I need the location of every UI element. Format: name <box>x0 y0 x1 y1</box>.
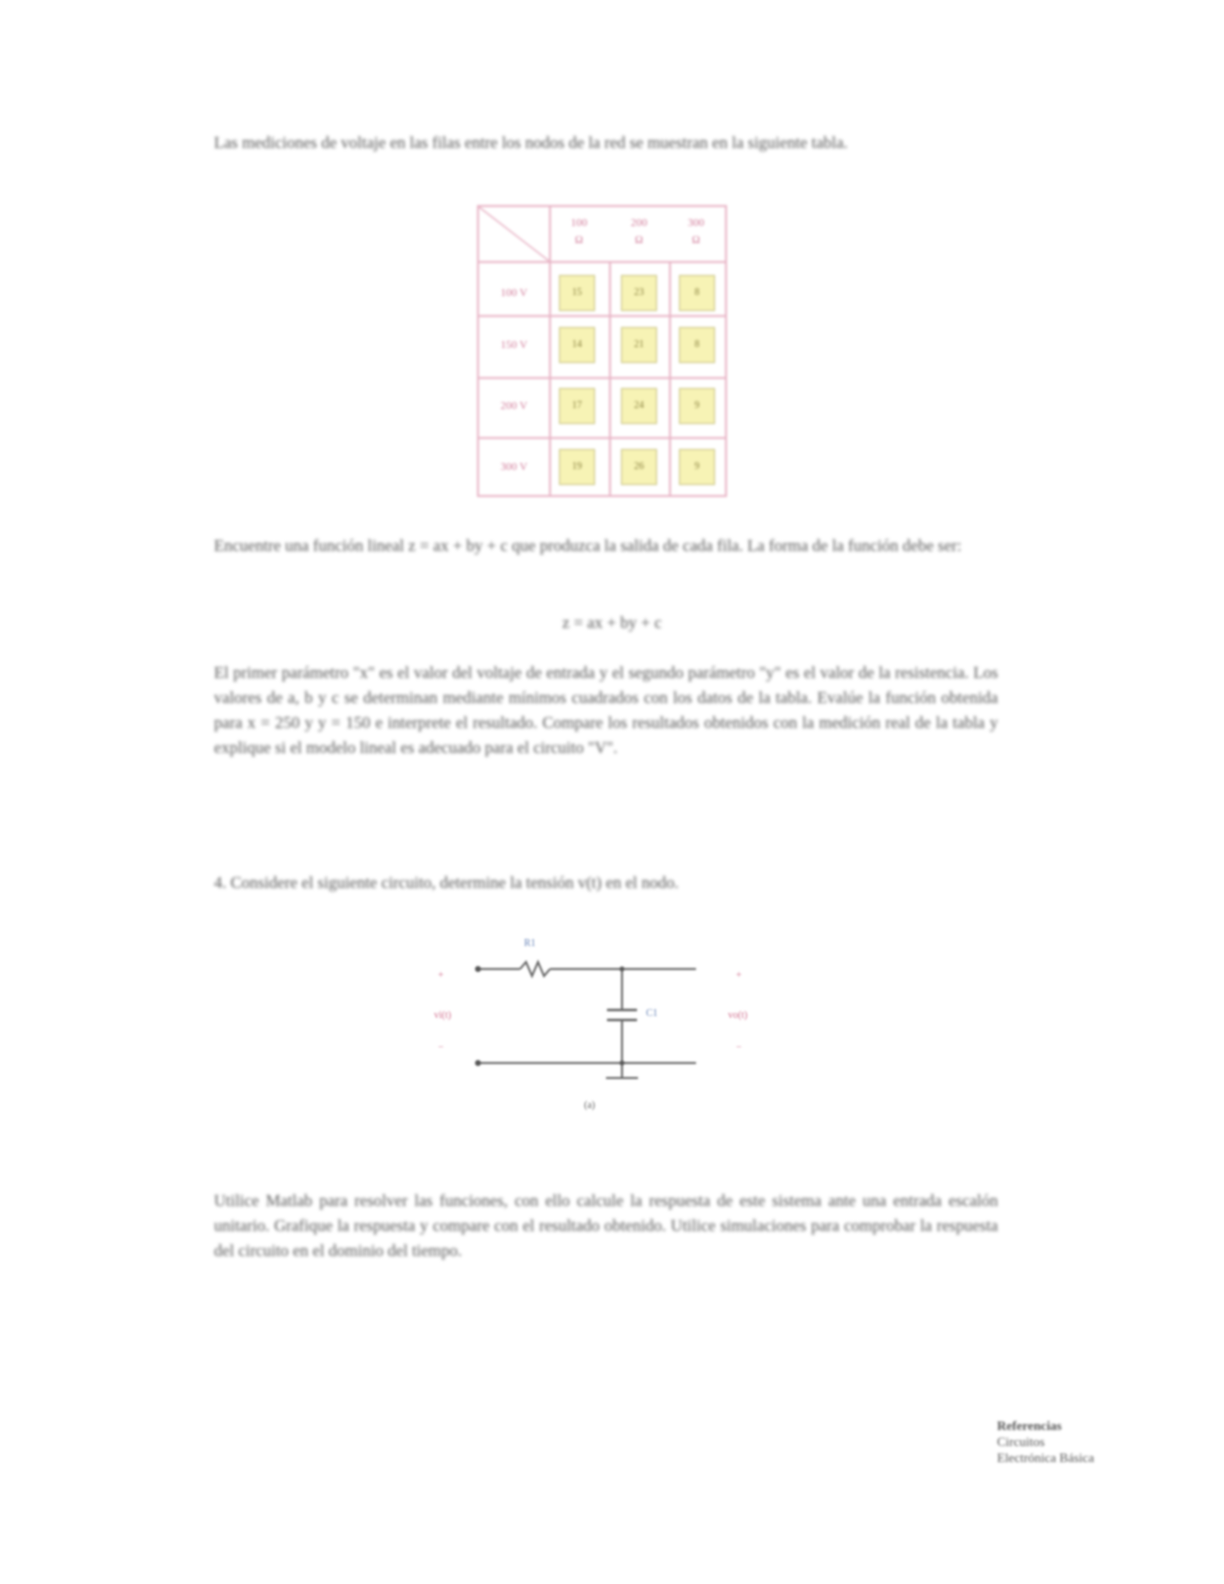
table-cell: 19 <box>559 449 595 485</box>
figure-label: (a) <box>584 1100 596 1111</box>
row-header: 100 V <box>500 287 528 299</box>
resistor-label: R1 <box>524 938 536 949</box>
row-header: 200 V <box>500 400 528 412</box>
table-cell: 14 <box>559 327 595 363</box>
input-voltage-label: vi(t) <box>434 1010 452 1021</box>
table-cell: 8 <box>679 327 715 363</box>
node <box>620 967 625 972</box>
table-cell: 23 <box>621 275 657 311</box>
table-cell: 15 <box>559 275 595 311</box>
table-cell: 9 <box>679 449 715 485</box>
row-header: 150 V <box>500 339 528 351</box>
explanation-paragraph: El primer parámetro "x" es el valor del voltaje de entrada y el segundo parámetro "y" es el valor de la resistencia. Los valores de a, b y c se determinan mediante mínimos cuadrados con los datos de la tabla. Evalúe la función obtenida para x = 250 y y = 150 e interprete el resultado. Compare los resultados obtenidos con la medición real de la tabla y explique si el modelo lineal es adecuado para el circuito "V". <box>214 663 998 757</box>
footer-line: Circuitos <box>997 1434 1045 1449</box>
measurement-table <box>477 205 727 497</box>
terminal <box>475 1060 481 1066</box>
table-corner-cell <box>479 207 551 261</box>
node <box>620 1061 625 1066</box>
terminal <box>475 966 481 972</box>
left-plus-label: + <box>438 970 444 981</box>
column-header: 300 Ω <box>687 217 705 246</box>
intro-paragraph: Las mediciones de voltaje en las filas entre los nodos de la red se muestran en la siguiente tabla. <box>214 133 848 152</box>
question-4: 4. Considere el siguiente circuito, determine la tensión v(t) en el nodo. <box>214 873 679 892</box>
left-minus-label: − <box>438 1042 444 1053</box>
resistor-symbol <box>520 962 550 976</box>
output-voltage-label: vo(t) <box>728 1010 748 1021</box>
row-divider <box>479 437 725 439</box>
column-header: 200 Ω <box>630 217 648 246</box>
rc-circuit-diagram <box>420 930 780 1120</box>
right-plus-label: + <box>736 970 742 981</box>
equation: z = ax + by + c <box>562 613 662 632</box>
table-cell: 24 <box>621 388 657 424</box>
task-paragraph: Encuentre una función lineal z = ax + by + c que produzca la salida de cada fila. La forma de la función debe ser: <box>214 536 962 555</box>
row-divider <box>479 315 725 317</box>
table-cell: 17 <box>559 388 595 424</box>
column-header: 100 Ω <box>570 217 588 246</box>
diagonal-divider <box>479 207 549 261</box>
row-divider <box>479 377 725 379</box>
table-cell: 9 <box>679 388 715 424</box>
matlab-paragraph: Utilice Matlab para resolver las funciones, con ello calcule la respuesta de este sistema ante una entrada escalón unitario. Grafique la respuesta y compare con el resultado obtenido. Utilice simulaciones para comprobar la respuesta del circuito en el dominio del tiempo. <box>214 1191 998 1260</box>
capacitor-label: C1 <box>646 1008 658 1019</box>
table-cell: 8 <box>679 275 715 311</box>
footer-line: Electrónica Básica <box>997 1450 1095 1465</box>
table-cell: 21 <box>621 327 657 363</box>
row-header: 300 V <box>500 461 528 473</box>
table-cell: 26 <box>621 449 657 485</box>
footer-line: Referencias <box>997 1418 1062 1433</box>
right-minus-label: − <box>736 1042 742 1053</box>
footer-note <box>997 1418 1094 1466</box>
circuit-schematic <box>420 930 780 1120</box>
